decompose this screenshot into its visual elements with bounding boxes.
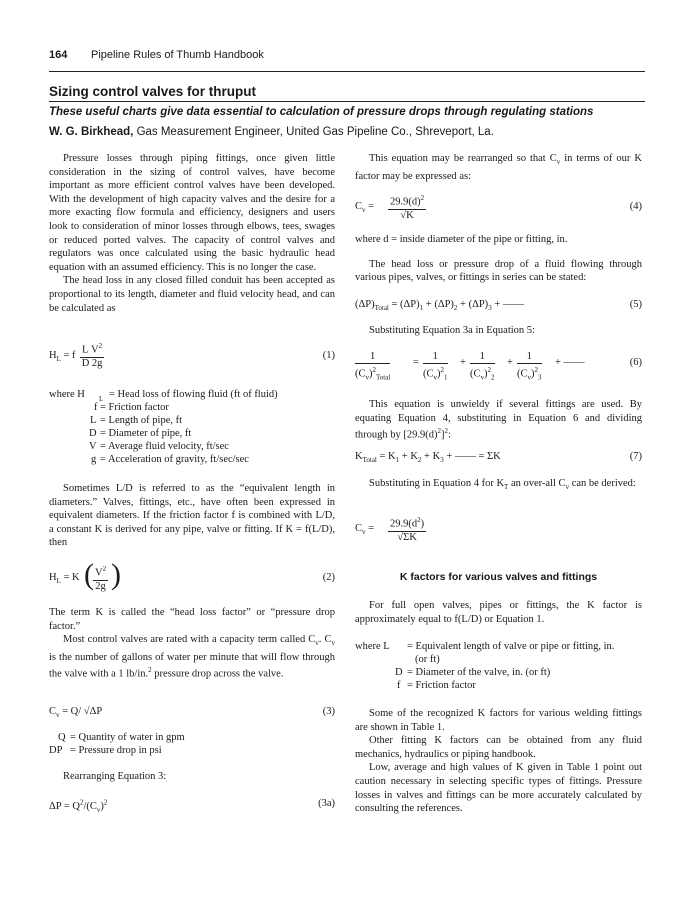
equation-number: (4)	[629, 201, 642, 212]
paragraph: The head loss or pressure drop of a fluid flowing through various pipes, valves, or fittings in series can be stated:	[355, 258, 642, 284]
paragraph: where d = inside diameter of the pipe or fitting, in.	[355, 234, 568, 245]
where-list: where H L = Head loss of flowing fluid (ft of fluid) f = Friction factor L = Length of pipe, ft D = Diameter of pipe, ft V = Average fluid velocity, ft/sec g = Acceleration of gravity, ft/sec/sec	[49, 389, 278, 465]
paragraph: This equation may be rearranged so that $C_v$ in terms of our K factor may be expressed as:	[355, 153, 642, 182]
title-rule	[49, 101, 645, 102]
equation-number: (5)	[629, 299, 642, 310]
article-subtitle: These useful charts give data essential to calculation of pressure drops through regulating stations	[49, 106, 594, 118]
equation-1: $H_L = f$ $\frac{L V^2}{D 2g}$ (1)	[49, 342, 335, 369]
where-list: where L = Equivalent length of valve or pipe or fitting, in. (or ft) D = Diameter of the valve, in. (or ft) f = Friction factor	[355, 641, 615, 691]
left-column	[49, 152, 335, 315]
paragraph: Substituting in Equation 4 for $K_T$ an over-all $C_v$ can be derived:	[369, 478, 636, 492]
equation-3: $C_v = Q/$ √ΔP (3)	[49, 706, 335, 720]
right-column-cont	[355, 707, 642, 816]
equation-6: 1 $(C_v)^2_{Total}$ = $\frac{1}{(C_v)^2_1}$ + $\frac{1}{(C_v)^2_2}$ + $\frac{1}{(C_v)^2_3}$ + —— (6)	[355, 351, 642, 382]
paragraph: The head loss in any closed filled conduit has been accepted as proportional to its length, diameter and fluid velocity head, and can be calculated as	[49, 275, 335, 314]
equation-number: (3)	[322, 706, 335, 717]
equation-4: $C_v$ = $\frac{29.9(d)^2}{√K}$ (4)	[355, 194, 642, 221]
header-rule	[49, 71, 645, 72]
paragraph: Substituting Equation 3a in Equation 5:	[369, 325, 535, 336]
equation-7: $K_{Total} = K_1 + K_2 + K_3$ + —— = ΣK (7)	[355, 451, 642, 465]
paragraph: This equation is unwieldy if several fittings are used. By equating Equation 4, substituting in Equation 6 and dividing through by $[29.9(d)^2]^2$:	[355, 399, 642, 441]
paragraph: Pressure losses through piping fittings, once given little consideration in the sizing of control valves, have become important as more efficient control valves have been developed. With the development of high capacity valves and the desire for a more exacting flow formula and efficiency, designers and users look to consideration of minor losses through elbows, tees, swages or reduced ported valves. The capacity of control valves and regulators was once calculated using the basic hydraulic head equation with an assumed efficiency. This is no longer the case.	[49, 153, 335, 273]
equation-number: (6)	[629, 357, 642, 368]
equation-number: (2)	[322, 572, 335, 583]
left-column-cont	[49, 606, 335, 682]
right-column-cont	[355, 477, 642, 495]
equation-number: (1)	[322, 350, 335, 361]
right-column	[355, 152, 642, 183]
section-heading: K factors for various valves and fittings	[399, 571, 598, 583]
equation-2: $H_L = K$ ( $\frac{V^2}{2g}$ ) (2)	[49, 558, 335, 592]
paragraph: Some of the recognized K factors for various welding fittings are shown in Table 1.	[355, 708, 642, 733]
paragraph: Other fitting K factors can be obtained from any fluid mechanics, hydraulics or piping handbook.	[355, 735, 642, 760]
equation-number: (3a)	[318, 798, 335, 809]
equation-number: (7)	[629, 451, 642, 462]
equation-5: $(\Delta P)_{Total} = (\Delta P)_1 + (\Delta P)_2 + (\Delta P)_3$ + —— (5)	[355, 299, 642, 313]
paragraph: For full open valves, pipes or fittings, the K factor is approximately equal to f(L/D) or Equation 1.	[355, 600, 642, 625]
article-title: Sizing control valves for thruput	[49, 84, 257, 99]
equation-3a: $\Delta P = Q^2/(C_v)^2$ (3a)	[49, 798, 335, 814]
right-column-cont	[355, 599, 642, 626]
author-line	[49, 126, 494, 138]
right-column-cont	[355, 398, 642, 442]
paragraph: Rearranging Equation 3:	[63, 771, 167, 782]
author-name: W. G. Birkhead,	[49, 126, 134, 138]
page-number: 164	[49, 49, 68, 61]
where-list: Q = Quantity of water in gpm DP = Pressure drop in psi	[49, 732, 185, 756]
paragraph: Sometimes L/D is referred to as the “equivalent length in diameters.” Valves, fittings, etc., have often been expressed in equivalent diameters. If the friction factor f is combined with L/D, a constant K is derived for any pipe, valve or fitting. If K = f(L/D), then	[49, 483, 335, 549]
equation-8: $C_v$ = $\frac{29.9(d^2)}{√\Sigma K}$	[355, 516, 425, 543]
author-affiliation: Gas Measurement Engineer, United Gas Pipeline Co., Shreveport, La.	[136, 126, 494, 138]
running-header: Pipeline Rules of Thumb Handbook	[91, 49, 264, 61]
paragraph: Low, average and high values of K given in Table 1 point out caution necessary in selecting specific types of fittings. Pressure losses in valves and fittings can be more accurately calculated by consulting the references.	[355, 762, 642, 815]
paragraph: The term K is called the “head loss factor” or “pressure drop factor.”	[49, 607, 335, 632]
right-column-cont	[355, 233, 642, 285]
paragraph: Most control valves are rated with a capacity term called $C_v$. $C_v$ is the number of gallons of water per minute that will flow through the valve with a 1 lb/in.$^2$ pressure drop across the valve.	[49, 634, 335, 680]
left-column-cont	[49, 482, 335, 550]
